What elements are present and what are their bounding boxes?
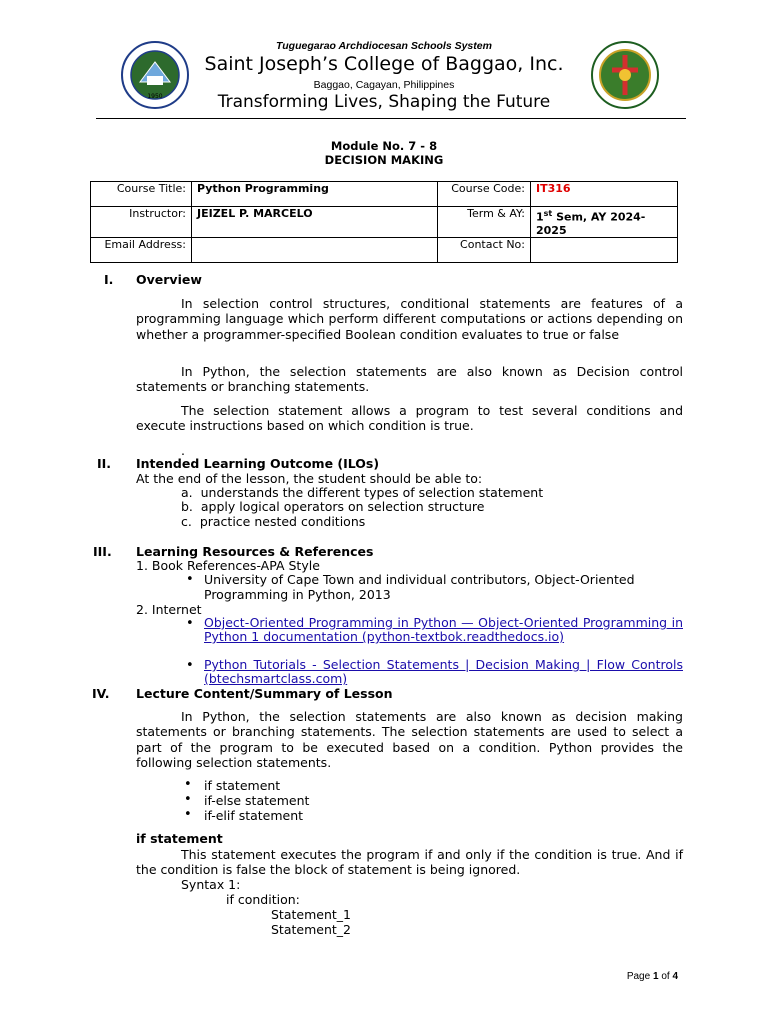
course-code-value: IT316 bbox=[531, 182, 678, 207]
email-label: Email Address: bbox=[91, 237, 192, 262]
contact-label: Contact No: bbox=[438, 237, 531, 262]
term-label: Term & AY: bbox=[438, 207, 531, 238]
header-divider bbox=[96, 118, 686, 119]
section-title-lecture: Lecture Content/Summary of Lesson bbox=[136, 686, 393, 701]
internet-heading: 2. Internet bbox=[136, 602, 202, 617]
course-title-value: Python Programming bbox=[192, 182, 438, 207]
lecture-paragraph: In Python, the selection statements are also known as decision making statements or branching statements. The selection statements are used to select a part of the program to be executed based on a condition. Python provides the following selection statements. bbox=[136, 709, 683, 770]
course-info-table bbox=[90, 181, 678, 263]
overview-paragraph-1: In selection control structures, conditional statements are features of a programming language which perform different computations or actions depending on whether a programmer-specified Boolean condition evaluates to true or false bbox=[136, 296, 683, 342]
instructor-label: Instructor: bbox=[91, 207, 192, 238]
course-title-label: Course Title: bbox=[91, 182, 192, 207]
bullet-icon: • bbox=[186, 658, 194, 673]
page-number: Page 1 of 4 bbox=[626, 971, 678, 982]
module-number: Module No. 7 - 8 bbox=[330, 139, 438, 153]
course-code-label: Course Code: bbox=[438, 182, 531, 207]
section-title-overview: Overview bbox=[136, 272, 202, 287]
section-number-resources: III. bbox=[93, 544, 112, 559]
module-title: DECISION MAKING bbox=[324, 153, 444, 167]
syntax-label: Syntax 1: bbox=[181, 877, 241, 892]
school-address: Baggao, Cagayan, Philippines bbox=[313, 79, 455, 91]
ilo-item: c. practice nested conditions bbox=[181, 514, 366, 529]
bullet-icon: • bbox=[184, 792, 192, 807]
ilo-item: a. understands the different types of selection statement bbox=[181, 485, 544, 500]
reference-link-python-textbook[interactable]: Object-Oriented Programming in Python — Object-Oriented Programming in Python 1 documentation (python-textbok.readthedocs.io) bbox=[204, 615, 683, 644]
book-reference-item: University of Cape Town and individual contributors, Object-Oriented Programming in Python, 2013 bbox=[204, 572, 635, 603]
section-title-ilo: Intended Learning Outcome (ILOs) bbox=[136, 456, 380, 471]
email-value bbox=[192, 237, 438, 262]
section-title-resources: Learning Resources & References bbox=[136, 544, 374, 559]
school-system-name: Tuguegarao Archdiocesan Schools System bbox=[276, 40, 492, 52]
bullet-icon: • bbox=[186, 616, 194, 631]
selection-statement-item: if statement bbox=[204, 778, 281, 793]
section-number-lecture: IV. bbox=[92, 686, 110, 701]
ilo-intro: At the end of the lesson, the student should be able to: bbox=[136, 471, 483, 486]
school-tagline: Transforming Lives, Shaping the Future bbox=[217, 92, 551, 112]
code-line: Statement_1 bbox=[271, 907, 351, 922]
bullet-icon: • bbox=[184, 777, 192, 792]
school-name: Saint Joseph’s College of Baggao, Inc. bbox=[204, 53, 564, 75]
contact-value bbox=[531, 237, 678, 262]
overview-paragraph-3: The selection statement allows a program to test several conditions and execute instructions based on which condition is true. bbox=[136, 403, 683, 434]
section-number-overview: I. bbox=[104, 272, 114, 287]
instructor-value: JEIZEL P. MARCELO bbox=[192, 207, 438, 238]
reference-link-btechsmartclass[interactable]: Python Tutorials - Selection Statements | Decision Making | Flow Controls (btechsmartclass.com) bbox=[204, 657, 683, 686]
code-line: if condition: bbox=[226, 892, 300, 907]
overview-paragraph-2: In Python, the selection statements are also known as Decision control statements or branching statements. bbox=[136, 364, 683, 395]
svg-text:1950: 1950 bbox=[147, 93, 163, 100]
code-line: Statement_2 bbox=[271, 922, 351, 937]
selection-statement-item: if-elif statement bbox=[204, 808, 304, 823]
ilo-item: b. apply logical operators on selection structure bbox=[181, 499, 485, 514]
term-value: 1st Sem, AY 2024-2025 bbox=[531, 207, 678, 238]
if-statement-heading: if statement bbox=[136, 831, 223, 846]
selection-statement-item: if-else statement bbox=[204, 793, 310, 808]
if-statement-description: This statement executes the program if and only if the condition is true. And if the condition is false the block of statement is being ignored. bbox=[136, 847, 683, 878]
bullet-icon: • bbox=[184, 807, 192, 822]
bullet-icon: • bbox=[186, 572, 194, 587]
book-references-heading: 1. Book References-APA Style bbox=[136, 558, 320, 573]
overview-dot: . bbox=[181, 443, 185, 458]
section-number-ilo: II. bbox=[97, 456, 112, 471]
